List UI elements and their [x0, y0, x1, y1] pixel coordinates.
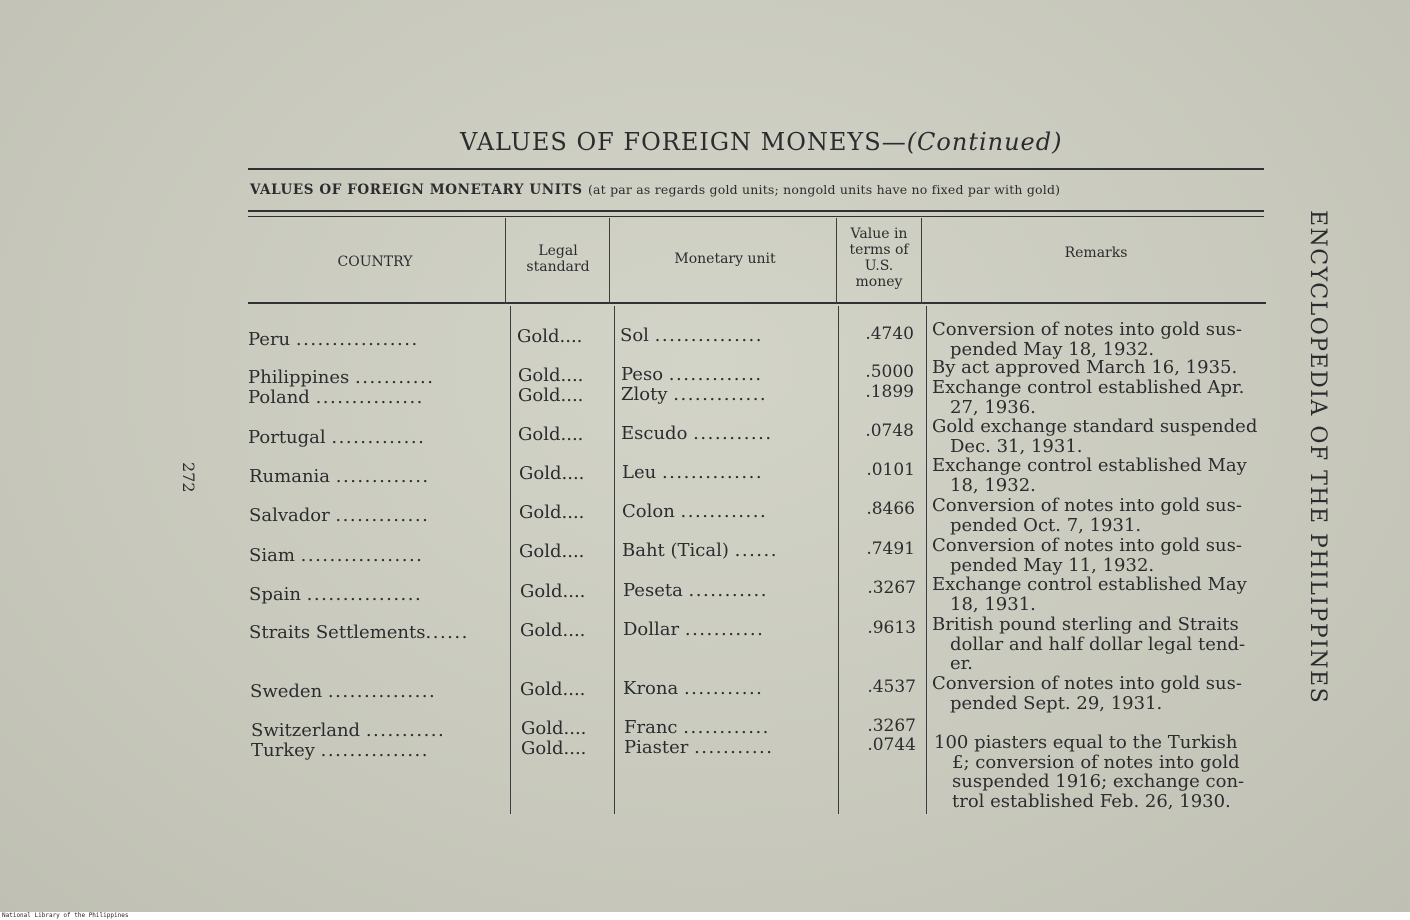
standard-cell: Gold....: [519, 541, 585, 562]
country-cell: Portugal .............: [248, 427, 426, 448]
col-sep-2-header: [609, 218, 610, 304]
standard-cell: Gold....: [518, 385, 584, 406]
header-remarks: Remarks: [1064, 245, 1128, 261]
unit-cell: Leu ..............: [622, 462, 764, 483]
col-sep-3-header: [836, 218, 837, 304]
header-top-rule: [248, 216, 1264, 217]
remark-cell: Conversion of notes into gold sus- pended Sept. 29, 1931.: [932, 673, 1242, 714]
standard-cell: Gold....: [519, 502, 585, 523]
subtitle-main: VALUES OF FOREIGN MONETARY UNITS: [250, 182, 583, 198]
header-value: Value in terms of U.S. money: [849, 226, 909, 290]
standard-cell: Gold....: [520, 620, 586, 641]
unit-cell: Franc ............: [624, 717, 770, 738]
country-cell: Philippines ...........: [248, 367, 435, 388]
value-cell: .1899: [865, 382, 914, 402]
value-cell: .3267: [867, 578, 916, 598]
country-cell: Poland ...............: [248, 387, 424, 408]
unit-cell: Piaster ...........: [624, 737, 774, 758]
page-number: 272: [179, 462, 198, 493]
running-head: ENCYCLOPEDIA OF THE PHILIPPINES: [1305, 210, 1330, 705]
value-cell: .4740: [865, 324, 914, 344]
header-country: COUNTRY: [337, 254, 413, 270]
remark-cell: Conversion of notes into gold sus- pended May 11, 1932.: [932, 535, 1242, 576]
col-sep-1-header: [505, 218, 506, 304]
page-title: [460, 128, 1063, 156]
standard-cell: Gold....: [520, 581, 586, 602]
standard-cell: Gold....: [518, 424, 584, 445]
value-cell: .8466: [866, 499, 915, 519]
value-cell: .0101: [866, 460, 915, 480]
country-cell: Peru .................: [248, 329, 419, 350]
standard-cell: Gold....: [518, 365, 584, 386]
subtitle-note: (at par as regards gold units; nongold units have no fixed par with gold): [587, 182, 1061, 197]
standard-cell: Gold....: [517, 326, 583, 347]
value-cell: .0748: [865, 421, 914, 441]
remark-cell: Conversion of notes into gold sus- pended May 18, 1932.: [932, 319, 1242, 360]
remark-cell: British pound sterling and Straits dollar and half dollar legal tend- er.: [932, 614, 1246, 674]
col-sep-4: [926, 306, 927, 814]
value-cell: .5000: [865, 362, 914, 382]
remark-cell: Gold exchange standard suspended Dec. 31, 1931.: [932, 416, 1258, 457]
remark-cell: 100 piasters equal to the Turkish £; conversion of notes into gold suspended 1916; exchange con- trol established Feb. 26, 1930.: [934, 732, 1245, 812]
country-cell: Turkey ...............: [251, 740, 429, 761]
col-sep-4-header: [921, 218, 922, 304]
header-monetary-unit: Monetary unit: [674, 251, 776, 267]
header-legal-standard: Legal standard: [526, 243, 590, 275]
table-subtitle: [250, 182, 1270, 198]
col-sep-3: [838, 306, 839, 814]
unit-cell: Peseta ...........: [623, 580, 768, 601]
country-cell: Switzerland ...........: [251, 720, 446, 741]
country-cell: Rumania .............: [249, 466, 430, 487]
unit-cell: Krona ...........: [623, 678, 764, 699]
header-bottom-rule: [248, 302, 1266, 304]
standard-cell: Gold....: [519, 463, 585, 484]
remark-cell: Exchange control established May 18, 1932.: [932, 455, 1247, 496]
remark-cell: Exchange control established Apr. 27, 1936.: [932, 377, 1245, 418]
value-cell: .9613: [867, 618, 916, 638]
country-cell: Straits Settlements......: [249, 622, 469, 643]
value-cell: .7491: [866, 539, 915, 559]
col-sep-2: [614, 306, 615, 814]
country-cell: Spain ................: [249, 584, 423, 605]
remark-cell: Exchange control established May 18, 1931.: [932, 574, 1247, 615]
unit-cell: Dollar ...........: [623, 619, 765, 640]
col-sep-1: [510, 306, 511, 814]
unit-cell: Colon ............: [622, 501, 768, 522]
country-cell: Siam .................: [249, 545, 424, 566]
title-continued: (Continued): [906, 128, 1063, 156]
standard-cell: Gold....: [520, 679, 586, 700]
subtitle-rule: [248, 210, 1264, 212]
country-cell: Salvador .............: [249, 505, 430, 526]
unit-cell: Baht (Tical) ......: [622, 540, 778, 561]
unit-cell: Escudo ...........: [621, 423, 773, 444]
value-cell: .4537: [867, 677, 916, 697]
value-cell: .0744: [867, 735, 916, 755]
footer-credit: National Library of the Philippines: [0, 912, 1410, 920]
remark-cell: Conversion of notes into gold sus- pended Oct. 7, 1931.: [932, 495, 1242, 536]
standard-cell: Gold....: [521, 738, 587, 759]
remark-cell: By act approved March 16, 1935.: [932, 357, 1238, 378]
value-cell: .3267: [867, 716, 916, 736]
title-text: VALUES OF FOREIGN MONEYS—: [460, 128, 907, 156]
top-rule: [248, 168, 1264, 170]
standard-cell: Gold....: [521, 718, 587, 739]
unit-cell: Sol ...............: [620, 325, 763, 346]
unit-cell: Zloty .............: [621, 384, 768, 405]
unit-cell: Peso .............: [621, 364, 763, 385]
country-cell: Sweden ...............: [250, 681, 437, 702]
